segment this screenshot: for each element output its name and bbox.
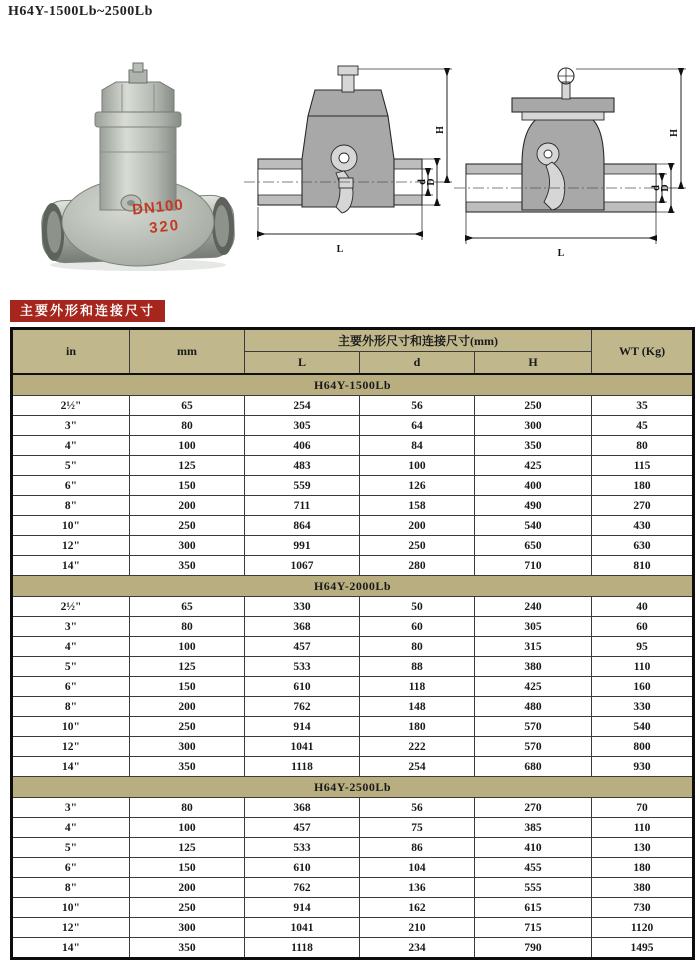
table-cell: 80 xyxy=(360,637,475,657)
table-cell: 240 xyxy=(475,597,592,617)
table-cell: 480 xyxy=(475,697,592,717)
section-title: H64Y-2500Lb xyxy=(12,777,694,798)
valve-photo xyxy=(38,56,238,274)
table-cell: 200 xyxy=(130,697,245,717)
table-cell: 234 xyxy=(360,938,475,959)
valve-marking-dn: DN100 xyxy=(131,196,185,219)
table-cell: 457 xyxy=(245,818,360,838)
table-cell: 4" xyxy=(12,637,130,657)
table-cell: 6" xyxy=(12,677,130,697)
table-cell: 270 xyxy=(592,496,694,516)
table-row xyxy=(12,556,694,576)
table-cell: 160 xyxy=(592,677,694,697)
page-title: H64Y-1500Lb~2500Lb xyxy=(8,4,153,19)
table-cell: 162 xyxy=(360,898,475,918)
table-cell: 254 xyxy=(245,396,360,416)
table-cell: 730 xyxy=(592,898,694,918)
table-cell: 180 xyxy=(592,476,694,496)
table-cell: 110 xyxy=(592,657,694,677)
table-row xyxy=(12,436,694,456)
section-header-row xyxy=(12,576,694,597)
table-cell: 762 xyxy=(245,697,360,717)
table-cell: 250 xyxy=(130,516,245,536)
table-cell: 425 xyxy=(475,677,592,697)
table-row xyxy=(12,878,694,898)
drawing1-dim-L: L xyxy=(336,244,344,255)
table-row xyxy=(12,637,694,657)
table-header xyxy=(12,329,694,375)
table-cell: 680 xyxy=(475,757,592,777)
table-cell: 222 xyxy=(360,737,475,757)
table-cell: 130 xyxy=(592,838,694,858)
table-cell: 350 xyxy=(130,757,245,777)
table-cell: 80 xyxy=(130,798,245,818)
table-cell: 65 xyxy=(130,396,245,416)
table-row xyxy=(12,737,694,757)
table-cell: 254 xyxy=(360,757,475,777)
table-cell: 115 xyxy=(592,456,694,476)
table-row xyxy=(12,938,694,959)
table-cell: 56 xyxy=(360,798,475,818)
table-cell: 406 xyxy=(245,436,360,456)
table-cell: 350 xyxy=(130,938,245,959)
table-cell: 385 xyxy=(475,818,592,838)
table-cell: 10" xyxy=(12,516,130,536)
table-cell: 350 xyxy=(475,436,592,456)
table-cell: 86 xyxy=(360,838,475,858)
table-cell: 914 xyxy=(245,898,360,918)
table-cell: 300 xyxy=(130,918,245,938)
table-cell: 711 xyxy=(245,496,360,516)
table-cell: 60 xyxy=(592,617,694,637)
table-cell: 305 xyxy=(475,617,592,637)
table-cell: 930 xyxy=(592,757,694,777)
section-title: H64Y-1500Lb xyxy=(12,374,694,396)
table-cell: 75 xyxy=(360,818,475,838)
table-cell: 630 xyxy=(592,536,694,556)
table-cell: 3" xyxy=(12,798,130,818)
table-cell: 710 xyxy=(475,556,592,576)
drawing1-dim-H: H xyxy=(435,126,446,134)
table-cell: 610 xyxy=(245,858,360,878)
table-cell: 2½" xyxy=(12,597,130,617)
drawing1-bonnet xyxy=(308,90,388,116)
table-cell: 368 xyxy=(245,617,360,637)
table-cell: 570 xyxy=(475,717,592,737)
table-cell: 762 xyxy=(245,878,360,898)
table-row xyxy=(12,416,694,436)
table-cell: 914 xyxy=(245,717,360,737)
col-header-H: H xyxy=(475,352,592,375)
table-row xyxy=(12,396,694,416)
table-cell: 250 xyxy=(475,396,592,416)
table-cell: 4" xyxy=(12,818,130,838)
table-cell: 715 xyxy=(475,918,592,938)
table-cell: 410 xyxy=(475,838,592,858)
table-cell: 6" xyxy=(12,476,130,496)
table-cell: 300 xyxy=(130,737,245,757)
table-cell: 80 xyxy=(130,617,245,637)
table-cell: 425 xyxy=(475,456,592,476)
table-row xyxy=(12,697,694,717)
valve-drawing-swing-check xyxy=(452,58,696,260)
table-cell: 559 xyxy=(245,476,360,496)
table-cell: 400 xyxy=(475,476,592,496)
table-cell: 158 xyxy=(360,496,475,516)
valve-bonnet xyxy=(95,63,181,210)
table-cell: 210 xyxy=(360,918,475,938)
table-cell: 56 xyxy=(360,396,475,416)
table-cell: 540 xyxy=(475,516,592,536)
table-cell: 150 xyxy=(130,476,245,496)
table-cell: 80 xyxy=(592,436,694,456)
table-cell: 95 xyxy=(592,637,694,657)
table-cell: 12" xyxy=(12,536,130,556)
table-cell: 14" xyxy=(12,938,130,959)
table-cell: 180 xyxy=(592,858,694,878)
table-cell: 380 xyxy=(592,878,694,898)
table-cell: 110 xyxy=(592,818,694,838)
drawing2-stem xyxy=(562,82,570,99)
table-cell: 150 xyxy=(130,858,245,878)
table-cell: 350 xyxy=(130,556,245,576)
table-cell: 125 xyxy=(130,838,245,858)
drawing2-dim-L: L xyxy=(557,248,565,259)
col-header-wt: WT (Kg) xyxy=(592,329,694,375)
dimensions-table xyxy=(10,327,695,960)
table-cell: 1118 xyxy=(245,938,360,959)
table-cell: 8" xyxy=(12,697,130,717)
table-row xyxy=(12,617,694,637)
table-row xyxy=(12,818,694,838)
table-cell: 100 xyxy=(130,436,245,456)
section-header-row xyxy=(12,374,694,396)
table-cell: 1495 xyxy=(592,938,694,959)
table-cell: 810 xyxy=(592,556,694,576)
table-cell: 70 xyxy=(592,798,694,818)
table-cell: 40 xyxy=(592,597,694,617)
table-cell: 35 xyxy=(592,396,694,416)
table-row xyxy=(12,858,694,878)
section-title: H64Y-2000Lb xyxy=(12,576,694,597)
table-cell: 64 xyxy=(360,416,475,436)
table-cell: 80 xyxy=(130,416,245,436)
col-header-mm: mm xyxy=(130,329,245,375)
table-cell: 864 xyxy=(245,516,360,536)
col-header-L: L xyxy=(245,352,360,375)
table-cell: 65 xyxy=(130,597,245,617)
valve-marking-pn: 320 xyxy=(148,216,182,237)
table-cell: 136 xyxy=(360,878,475,898)
table-cell: 50 xyxy=(360,597,475,617)
table-row xyxy=(12,657,694,677)
table-cell: 8" xyxy=(12,878,130,898)
table-row xyxy=(12,536,694,556)
drawing2-dim-H: H xyxy=(669,129,680,137)
table-row xyxy=(12,496,694,516)
drawing1-dim-d: d xyxy=(417,179,428,185)
table-cell: 88 xyxy=(360,657,475,677)
table-cell: 14" xyxy=(12,556,130,576)
table-cell: 6" xyxy=(12,858,130,878)
table-cell: 280 xyxy=(360,556,475,576)
table-cell: 200 xyxy=(130,878,245,898)
table-cell: 650 xyxy=(475,536,592,556)
table-cell: 430 xyxy=(592,516,694,536)
table-row xyxy=(12,798,694,818)
table-cell: 800 xyxy=(592,737,694,757)
table-cell: 125 xyxy=(130,657,245,677)
table-row xyxy=(12,898,694,918)
table-cell: 490 xyxy=(475,496,592,516)
table-cell: 5" xyxy=(12,657,130,677)
drawing1-dim-D: D xyxy=(426,178,437,186)
section-header-row xyxy=(12,777,694,798)
table-cell: 180 xyxy=(360,717,475,737)
col-header-in: in xyxy=(12,329,130,375)
table-cell: 457 xyxy=(245,637,360,657)
table-cell: 100 xyxy=(360,456,475,476)
table-cell: 533 xyxy=(245,838,360,858)
table-cell: 126 xyxy=(360,476,475,496)
table-row xyxy=(12,838,694,858)
table-cell: 483 xyxy=(245,456,360,476)
table-cell: 330 xyxy=(592,697,694,717)
table-row xyxy=(12,717,694,737)
table-cell: 125 xyxy=(130,456,245,476)
table-cell: 84 xyxy=(360,436,475,456)
table-cell: 104 xyxy=(360,858,475,878)
table-cell: 991 xyxy=(245,536,360,556)
table-cell: 150 xyxy=(130,677,245,697)
spec-table-body xyxy=(12,374,694,959)
table-cell: 10" xyxy=(12,898,130,918)
table-cell: 368 xyxy=(245,798,360,818)
table-cell: 12" xyxy=(12,737,130,757)
table-cell: 330 xyxy=(245,597,360,617)
drawing2-dim-D: D xyxy=(660,184,671,192)
table-cell: 540 xyxy=(592,717,694,737)
table-cell: 5" xyxy=(12,456,130,476)
table-cell: 200 xyxy=(130,496,245,516)
table-cell: 3" xyxy=(12,416,130,436)
table-cell: 10" xyxy=(12,717,130,737)
table-cell: 12" xyxy=(12,918,130,938)
table-cell: 315 xyxy=(475,637,592,657)
table-cell: 14" xyxy=(12,757,130,777)
table-cell: 1041 xyxy=(245,918,360,938)
col-header-group: 主要外形尺寸和连接尺寸(mm) xyxy=(245,329,592,352)
table-cell: 148 xyxy=(360,697,475,717)
table-cell: 555 xyxy=(475,878,592,898)
section-banner: 主要外形和连接尺寸 xyxy=(10,300,165,322)
table-cell: 250 xyxy=(360,536,475,556)
table-cell: 100 xyxy=(130,818,245,838)
table-cell: 200 xyxy=(360,516,475,536)
table-cell: 570 xyxy=(475,737,592,757)
table-cell: 100 xyxy=(130,637,245,657)
table-cell: 455 xyxy=(475,858,592,878)
table-cell: 1118 xyxy=(245,757,360,777)
table-cell: 790 xyxy=(475,938,592,959)
col-header-d: d xyxy=(360,352,475,375)
table-cell: 45 xyxy=(592,416,694,436)
table-cell: 1041 xyxy=(245,737,360,757)
table-cell: 610 xyxy=(245,677,360,697)
table-cell: 1067 xyxy=(245,556,360,576)
table-cell: 250 xyxy=(130,898,245,918)
table-cell: 118 xyxy=(360,677,475,697)
table-cell: 3" xyxy=(12,617,130,637)
table-cell: 300 xyxy=(130,536,245,556)
table-cell: 380 xyxy=(475,657,592,677)
table-cell: 5" xyxy=(12,838,130,858)
table-row xyxy=(12,757,694,777)
table-cell: 60 xyxy=(360,617,475,637)
table-cell: 2½" xyxy=(12,396,130,416)
table-cell: 1120 xyxy=(592,918,694,938)
table-cell: 4" xyxy=(12,436,130,456)
drawing2-bonnet-cap xyxy=(512,98,614,112)
table-row xyxy=(12,597,694,617)
table-cell: 8" xyxy=(12,496,130,516)
table-cell: 615 xyxy=(475,898,592,918)
table-cell: 300 xyxy=(475,416,592,436)
table-row xyxy=(12,516,694,536)
table-cell: 305 xyxy=(245,416,360,436)
table-row xyxy=(12,677,694,697)
table-cell: 533 xyxy=(245,657,360,677)
valve-drawing-pressure-seal xyxy=(240,60,456,260)
table-cell: 270 xyxy=(475,798,592,818)
drawing2-dim-d: d xyxy=(651,185,662,191)
table-row xyxy=(12,918,694,938)
table-row xyxy=(12,456,694,476)
table-cell: 250 xyxy=(130,717,245,737)
table-row xyxy=(12,476,694,496)
